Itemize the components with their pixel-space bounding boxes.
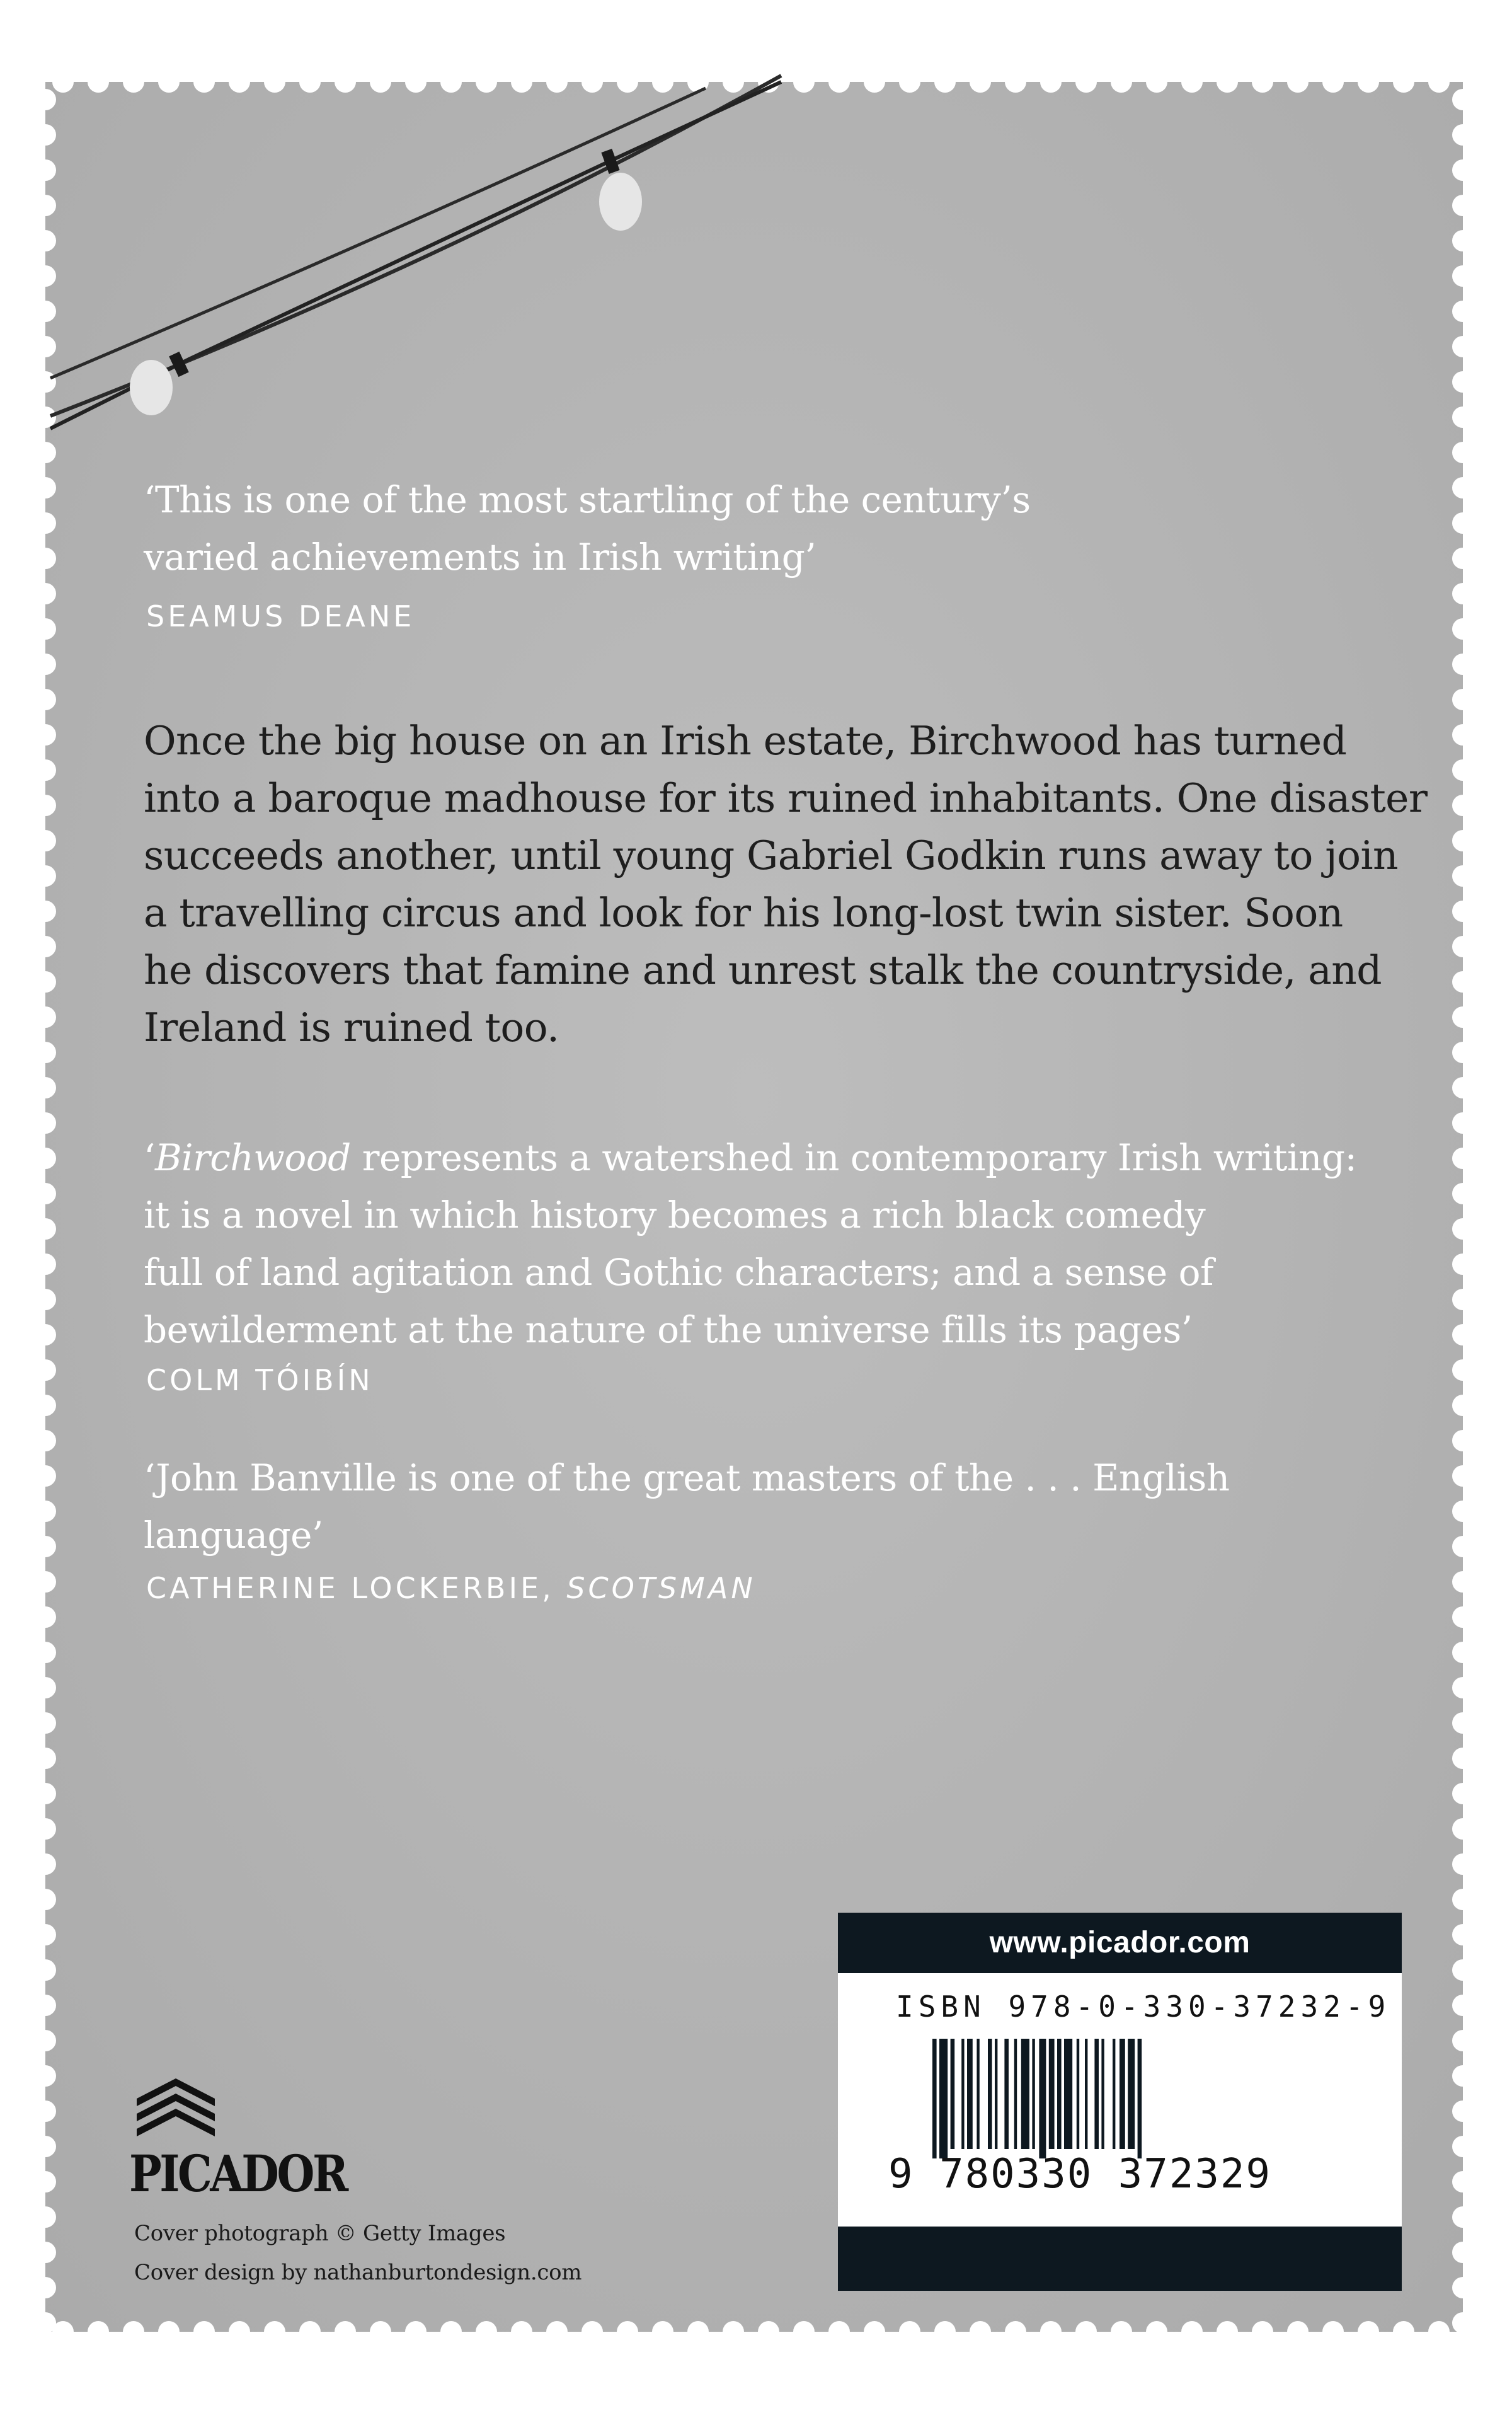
barcode-digits: 9 780330 372329 [888,2151,1271,2198]
description-line: a travelling circus and look for his long-lost twin sister. Soon [144,890,1343,936]
isbn-label: ISBN 978-0-330-37232-9 [896,1990,1391,2024]
quote-line: varied achievements in Irish writing’ [144,536,816,579]
attribution-seamus-deane: SEAMUS DEANE [146,599,415,633]
credit-design: Cover design by nathanburtondesign.com [134,2260,582,2285]
open-quote: ‘ [144,1136,155,1179]
picador-logo [129,2073,346,2203]
attribution-colm-toibin: COLM TÓIBÍN [146,1363,374,1397]
description-line: Once the big house on an Irish estate, Birchwood has turned [144,718,1347,764]
credit-photo: Cover photograph © Getty Images [134,2221,506,2246]
quote-line: ‘This is one of the most startling of the century’s [144,478,1031,521]
attribution-source: SCOTSMAN [566,1571,756,1605]
quote-line: bewilderment at the nature of the universe fills its pages’ [144,1308,1193,1351]
description-line: he discovers that famine and unrest stalk the countryside, and [144,947,1382,993]
quote-line: it is a novel in which history becomes a rich black comedy [144,1194,1206,1236]
barcode-panel [838,1913,1402,2291]
quote-catherine-lockerbie [144,1449,1230,1564]
attribution-catherine-lockerbie [146,1569,756,1607]
description-line: succeeds another, until young Gabriel Godkin runs away to join [144,833,1399,879]
quote-line-rest: represents a watershed in contemporary Irish writing: [350,1136,1357,1179]
barcode-icon [932,2039,1323,2158]
book-title: Birchwood [154,1136,351,1179]
attribution-name: CATHERINE LOCKERBIE, [146,1571,567,1605]
quote-line [144,1129,1357,1187]
picador-wordmark: PICADOR [129,2144,346,2203]
description-line: into a baroque madhouse for its ruined inhabitants. One disaster [144,775,1428,821]
publisher-url[interactable]: www.picador.com [838,1913,1402,1973]
barcode-bottom-bar [838,2227,1402,2291]
quote-line: full of land agitation and Gothic characters; and a sense of [144,1251,1213,1294]
light-bulb-icon [130,360,173,415]
quote-line: ‘John Banville is one of the great masters of the . . . English [144,1456,1230,1499]
light-bulb-icon [599,173,642,231]
book-description [144,712,1427,1056]
quote-colm-toibin [144,1129,1357,1359]
description-line: Ireland is ruined too. [144,1005,559,1051]
quote-line: language’ [144,1514,323,1557]
picador-book-icon [132,2073,220,2143]
quote-seamus-deane [144,471,1031,586]
